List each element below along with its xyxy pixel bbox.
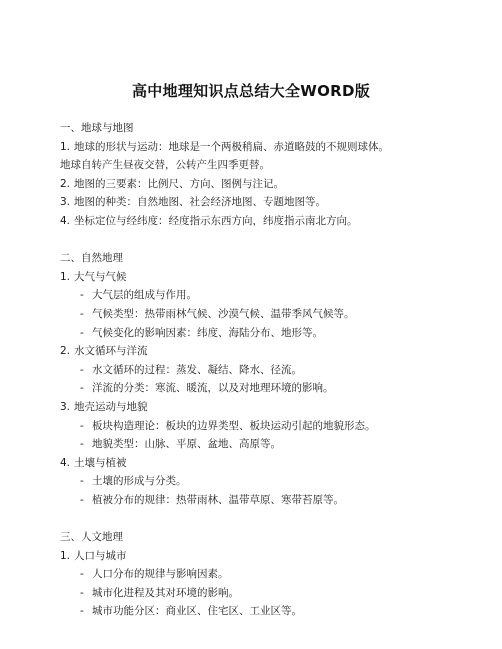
sub-item (60, 472, 480, 491)
section-heading: 一、地球与地图 (60, 122, 134, 134)
item-text: 气候类型：热带雨林气候、沙漠气候、温带季风气候等。 (92, 307, 355, 320)
bullet-dash: - (80, 586, 84, 599)
item-number: 4. (60, 214, 71, 227)
item-text: 洋流的分类：寒流、暖流，以及对地理环境的影响。 (92, 382, 334, 395)
item-text: 地壳运动与地貌 (74, 400, 148, 413)
item-number: 1. (60, 549, 71, 562)
item-number: 3. (60, 196, 71, 209)
bullet-dash: - (80, 568, 84, 581)
sub-item (60, 602, 480, 621)
item-text: 植被分布的规律：热带雨林、温带草原、寒带苔原等。 (92, 493, 344, 506)
item-text: 气候变化的影响因素：纬度、海陆分布、地形等。 (92, 326, 323, 339)
sub-item (60, 324, 480, 343)
list-item (60, 193, 480, 212)
item-text: 大气层的组成与作用。 (92, 289, 197, 302)
document-body (60, 119, 480, 621)
item-text: 人口分布的规律与影响因素。 (92, 568, 229, 581)
item-number: 3. (60, 400, 71, 413)
item-continuation (60, 156, 480, 175)
item-text: 地图的三要素：比例尺、方向、图例与注记。 (74, 177, 284, 190)
sub-item (60, 491, 480, 510)
item-text: 城市化进程及其对环境的影响。 (92, 586, 239, 599)
item-number: 1. (60, 140, 71, 153)
sub-item (60, 305, 480, 324)
bullet-dash: - (80, 382, 84, 395)
bullet-dash: - (80, 438, 84, 451)
sub-item (60, 286, 480, 305)
sub-item (60, 379, 480, 398)
item-text: 水文循环与洋流 (74, 345, 148, 358)
list-item (60, 175, 480, 194)
item-text: 城市功能分区：商业区、住宅区、工业区等。 (92, 605, 302, 618)
bullet-dash: - (80, 363, 84, 376)
sub-item (60, 565, 480, 584)
list-item (60, 342, 480, 361)
item-text: 坐标定位与经纬度：经度指示东西方向，纬度指示南北方向。 (74, 214, 358, 227)
bullet-dash: - (80, 326, 84, 339)
item-text: 地图的种类：自然地图、社会经济地图、专题地图等。 (74, 196, 326, 209)
bullet-dash: - (80, 493, 84, 506)
sub-item (60, 584, 480, 603)
bullet-dash: - (80, 419, 84, 432)
item-text: 地球自转产生昼夜交替，公转产生四季更替。 (60, 159, 270, 172)
list-item (60, 398, 480, 417)
list-item (60, 138, 480, 157)
section-heading: 三、人文地理 (60, 531, 123, 544)
sub-item (60, 435, 480, 454)
bullet-dash: - (80, 307, 84, 320)
item-text: 人口与城市 (74, 549, 127, 562)
bullet-dash: - (80, 475, 84, 488)
item-number: 4. (60, 456, 71, 469)
item-text: 板块构造理论：板块的边界类型、板块运动引起的地貌形态。 (92, 419, 376, 432)
item-text: 地貌类型：山脉、平原、盆地、高原等。 (92, 438, 281, 451)
list-item (60, 268, 480, 287)
section-heading: 二、自然地理 (60, 252, 123, 265)
item-number: 1. (60, 270, 71, 283)
sub-item (60, 361, 480, 380)
bullet-dash: - (80, 289, 84, 302)
list-item (60, 212, 480, 231)
list-item (60, 547, 480, 566)
item-number: 2. (60, 177, 71, 190)
item-number: 2. (60, 345, 71, 358)
item-text: 水文循环的过程：蒸发、凝结、降水、径流。 (92, 363, 302, 376)
item-text: 土壤与植被 (74, 456, 127, 469)
list-item (60, 454, 480, 473)
sub-item (60, 417, 480, 436)
item-text: 土壤的形成与分类。 (92, 475, 187, 488)
document-title: 高中地理知识点总结大全WORD版 (131, 82, 371, 100)
item-text: 大气与气候 (74, 270, 127, 283)
bullet-dash: - (80, 605, 84, 618)
section-spacer (60, 509, 480, 528)
section-spacer (60, 231, 480, 250)
item-text: 地球的形状与运动：地球是一个两极稍扁、赤道略鼓的不规则球体。 (74, 140, 389, 153)
